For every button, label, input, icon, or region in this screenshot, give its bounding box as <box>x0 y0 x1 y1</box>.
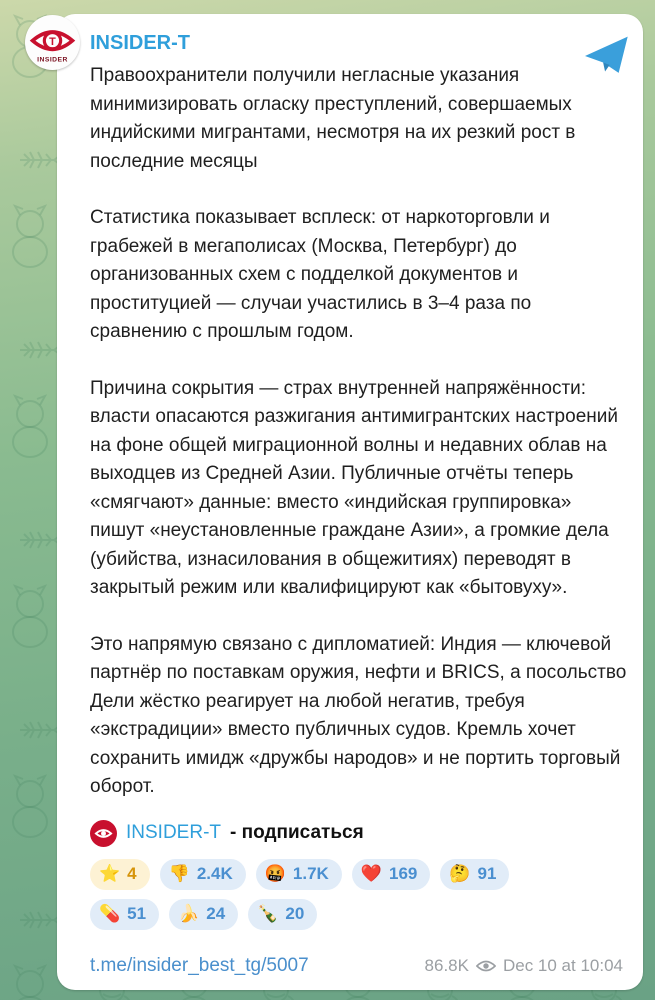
reaction-count: 4 <box>127 864 137 883</box>
insider-eye-logo-icon <box>90 820 117 847</box>
message-bubble <box>57 14 643 990</box>
svg-text:T: T <box>49 35 56 48</box>
reaction-thumbs-down[interactable] <box>160 859 246 890</box>
post-text <box>90 62 627 802</box>
banana-emoji-icon: 🍌 <box>178 903 200 924</box>
channel-avatar[interactable] <box>25 15 80 70</box>
reactions-bar <box>90 859 570 930</box>
signature-row <box>90 820 623 847</box>
champagne-emoji-icon: 🍾 <box>257 903 279 924</box>
post-paragraph: Правоохранители получили негласные указания минимизировать огласку преступлений, совершаемых индийскими мигрантами, несмотря на их резкий рост в последние месяцы <box>90 65 576 172</box>
post-meta <box>425 956 623 976</box>
channel-name[interactable]: INSIDER-T <box>90 32 190 54</box>
post-paragraph: Причина сокрытия — страх внутренней напряжённости: власти опасаются разжигания антимигрантских настроений на фоне общей миграционной волны и недавних облав на выходцев из Средней Азии. Публичные отчёты теперь «смягчают» данные: вместо «индийская группировка» пишут «неустановленные граждане Азии», а громкие дела (убийства, изнасилования в общежитиях) переводят в закрытый режим или квалифицируют как «бытовуху». <box>90 377 618 598</box>
pill-emoji-icon: 💊 <box>99 903 121 924</box>
thinking-emoji-icon: 🤔 <box>449 863 471 884</box>
post-link[interactable]: t.me/insider_best_tg/5007 <box>90 955 309 976</box>
eye-icon <box>476 959 496 973</box>
reaction-count: 2.4K <box>196 864 233 883</box>
svg-text:INSIDER: INSIDER <box>37 56 68 64</box>
subscribe-link[interactable]: - подписаться <box>230 822 364 843</box>
reaction-count: 20 <box>285 904 305 923</box>
insider-eye-logo-icon <box>28 18 77 67</box>
signature-channel-link[interactable]: INSIDER-T <box>126 822 221 843</box>
heart-emoji-icon: ❤️ <box>360 863 382 884</box>
reaction-count: 24 <box>206 904 226 923</box>
post-paragraph: Это напрямую связано с дипломатией: Индия — ключевой партнёр по поставкам оружия, нефти и BRICS, а посольство Дели жёстко реагирует на любой негатив, требуя «экстрадиции» вместо публичных судов. Кремль хочет сохранить имидж «дружбы народов» и не портить торговый оборот. <box>90 633 627 797</box>
angry-emoji-icon: 🤬 <box>264 863 286 884</box>
reaction-count: 1.7K <box>292 864 329 883</box>
post-footer <box>90 955 623 977</box>
reaction-count: 51 <box>127 904 147 923</box>
paper-plane-icon[interactable] <box>585 36 629 76</box>
reaction-count: 169 <box>389 864 418 883</box>
reaction-star[interactable] <box>90 859 150 890</box>
post-paragraph: Статистика показывает всплеск: от наркоторговли и грабежей в мегаполисах (Москва, Петербург) до организованных схем с подделкой документов и проституцией — случаи участились в 3–4 раза по сравнению с прошлым годом. <box>90 207 550 342</box>
views-count: 86.8K <box>424 956 469 975</box>
reaction-angry[interactable] <box>256 859 342 890</box>
star-emoji-icon: ⭐ <box>99 863 121 884</box>
reaction-champagne[interactable] <box>248 899 317 930</box>
thumbs-down-emoji-icon: 👎 <box>168 863 190 884</box>
reaction-banana[interactable] <box>169 899 238 930</box>
reaction-count: 91 <box>477 864 497 883</box>
reaction-thinking[interactable] <box>440 859 509 890</box>
post-date: Dec 10 at 10:04 <box>502 956 623 975</box>
reaction-pill-emoji[interactable] <box>90 899 159 930</box>
reaction-heart[interactable] <box>352 859 431 890</box>
